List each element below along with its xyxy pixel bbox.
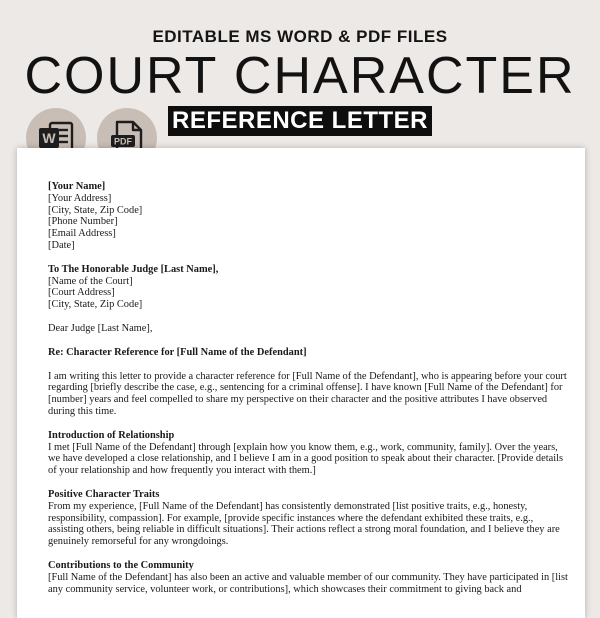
sender-address: [Your Address]: [48, 192, 112, 204]
svg-text:W: W: [42, 130, 56, 146]
section-heading-traits: Positive Character Traits: [48, 488, 160, 500]
letter-body: [48, 181, 568, 595]
sender-email: [Email Address]: [48, 228, 116, 240]
page-title: COURT CHARACTER: [24, 47, 576, 105]
section-body-traits: From my experience, [Full Name of the Defendant] has consistently demonstrated [list positive traits, e.g., honesty, responsibility, compassion]. For example, [provide specific instances where the defendant exhibited these traits, e.g., assisting others, being reliable in difficult situations]. Their actions reflect a strong moral foundation, and I believe they are genuinely remorseful for any wrongdoings.: [48, 500, 560, 548]
svg-text:PDF: PDF: [114, 136, 132, 147]
subject-line: Re: Character Reference for [Full Name of the Defendant]: [48, 346, 307, 358]
reference-letter-banner: REFERENCE LETTER: [168, 106, 432, 136]
recipient-city: [City, State, Zip Code]: [48, 299, 143, 311]
section-heading-community: Contributions to the Community: [48, 559, 194, 571]
recipient-address: [Court Address]: [48, 287, 115, 299]
sender-phone: [Phone Number]: [48, 216, 118, 228]
sender-city: [City, State, Zip Code]: [48, 204, 143, 216]
sender-name: [Your Name]: [48, 181, 106, 192]
intro-paragraph: I am writing this letter to provide a character reference for [Full Name of the Defendant], who is appearing before your court regarding [briefly describe the case, e.g., sentencing for a criminal offense]. I have known [Full Name of the Defendant] for [number] years and feel compelled to share my perspective on their character and the positive attributes I have observed during this time.: [48, 370, 567, 417]
section-body-relationship: I met [Full Name of the Defendant] through [explain how you know them, e.g., work, community, family]. Over the years, we have developed a close relationship, and I believe I am in a good position to speak about their character. [Provide details of your relationship and how frequently you interact with them.]: [48, 441, 564, 477]
section-body-community: [Full Name of the Defendant] has also been an active and valuable member of our community. They have participated in [list any community service, volunteer work, or contributions], which showcases their commitment to giving back and: [48, 571, 568, 595]
letter-date: [Date]: [48, 239, 75, 251]
subtitle: EDITABLE MS WORD & PDF FILES: [152, 27, 448, 46]
salutation: Dear Judge [Last Name],: [48, 322, 153, 334]
recipient-heading: To The Honorable Judge [Last Name],: [48, 263, 219, 275]
letter-page: [17, 148, 585, 618]
recipient-court: [Name of the Court]: [48, 275, 133, 287]
section-heading-relationship: Introduction of Relationship: [48, 429, 175, 441]
